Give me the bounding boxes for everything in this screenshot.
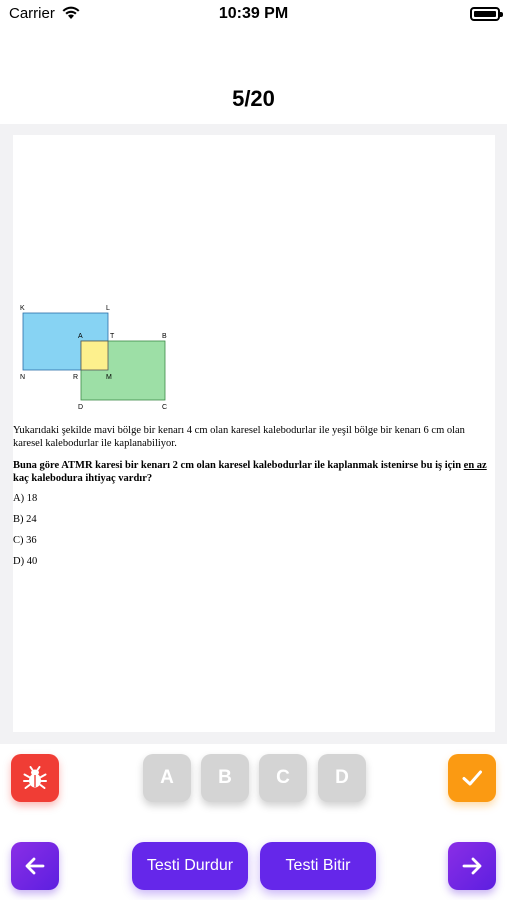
answer-a-button[interactable]: A — [143, 754, 191, 802]
label-R: R — [73, 374, 79, 381]
option-b-text: B) 24 — [13, 514, 37, 525]
arrow-left-icon — [23, 854, 47, 878]
yellow-region — [81, 341, 108, 370]
status-time: 10:39 PM — [218, 5, 289, 22]
previous-question-button[interactable] — [11, 842, 59, 890]
quiz-header — [0, 28, 507, 124]
carrier-label: Carrier — [9, 5, 55, 22]
stop-test-button[interactable]: Testi Durdur — [132, 842, 248, 890]
label-K: K — [20, 305, 25, 312]
question-card — [13, 135, 495, 732]
label-N: N — [20, 374, 26, 381]
option-a-text: A) 18 — [13, 493, 38, 504]
finish-test-button[interactable]: Testi Bitir — [260, 842, 376, 890]
label-T: T — [110, 333, 115, 340]
status-bar — [0, 0, 507, 28]
label-A: A — [78, 333, 83, 340]
question-text: Yukarıdaki şekilde mavi bölge bir kenarı 4 cm olan karesel kalebodurlar ile yeşil bölge bir kenarı 6 cm olan karesel kalebodurlar ile kaplanabiliyor. — [13, 425, 465, 449]
confirm-answer-button[interactable] — [448, 754, 496, 802]
answer-b-button[interactable]: B — [201, 754, 249, 802]
label-B: B — [162, 333, 167, 340]
question-figure — [19, 303, 179, 411]
arrow-right-icon — [460, 854, 484, 878]
bug-icon — [22, 765, 48, 791]
question-prompt: Buna göre ATMR karesi bir kenarı 2 cm olan karesel kalebodurlar ile kaplanmak istenirse bu iş için en az kaç kalebodura ihtiyaç vardır? — [13, 460, 487, 484]
label-D: D — [78, 404, 84, 411]
answer-bar — [0, 744, 507, 900]
answer-c-button[interactable]: C — [259, 754, 307, 802]
label-L: L — [106, 305, 110, 312]
answer-d-button[interactable]: D — [318, 754, 366, 802]
emphasis-underline: en az — [463, 460, 487, 471]
label-M: M — [106, 374, 112, 381]
battery-icon — [470, 7, 500, 21]
checkmark-icon — [461, 767, 483, 789]
label-C: C — [162, 404, 168, 411]
question-progress: 5/20 — [232, 86, 275, 111]
report-bug-button[interactable] — [11, 754, 59, 802]
option-d-text: D) 40 — [13, 556, 38, 567]
option-c-text: C) 36 — [13, 535, 37, 546]
next-question-button[interactable] — [448, 842, 496, 890]
